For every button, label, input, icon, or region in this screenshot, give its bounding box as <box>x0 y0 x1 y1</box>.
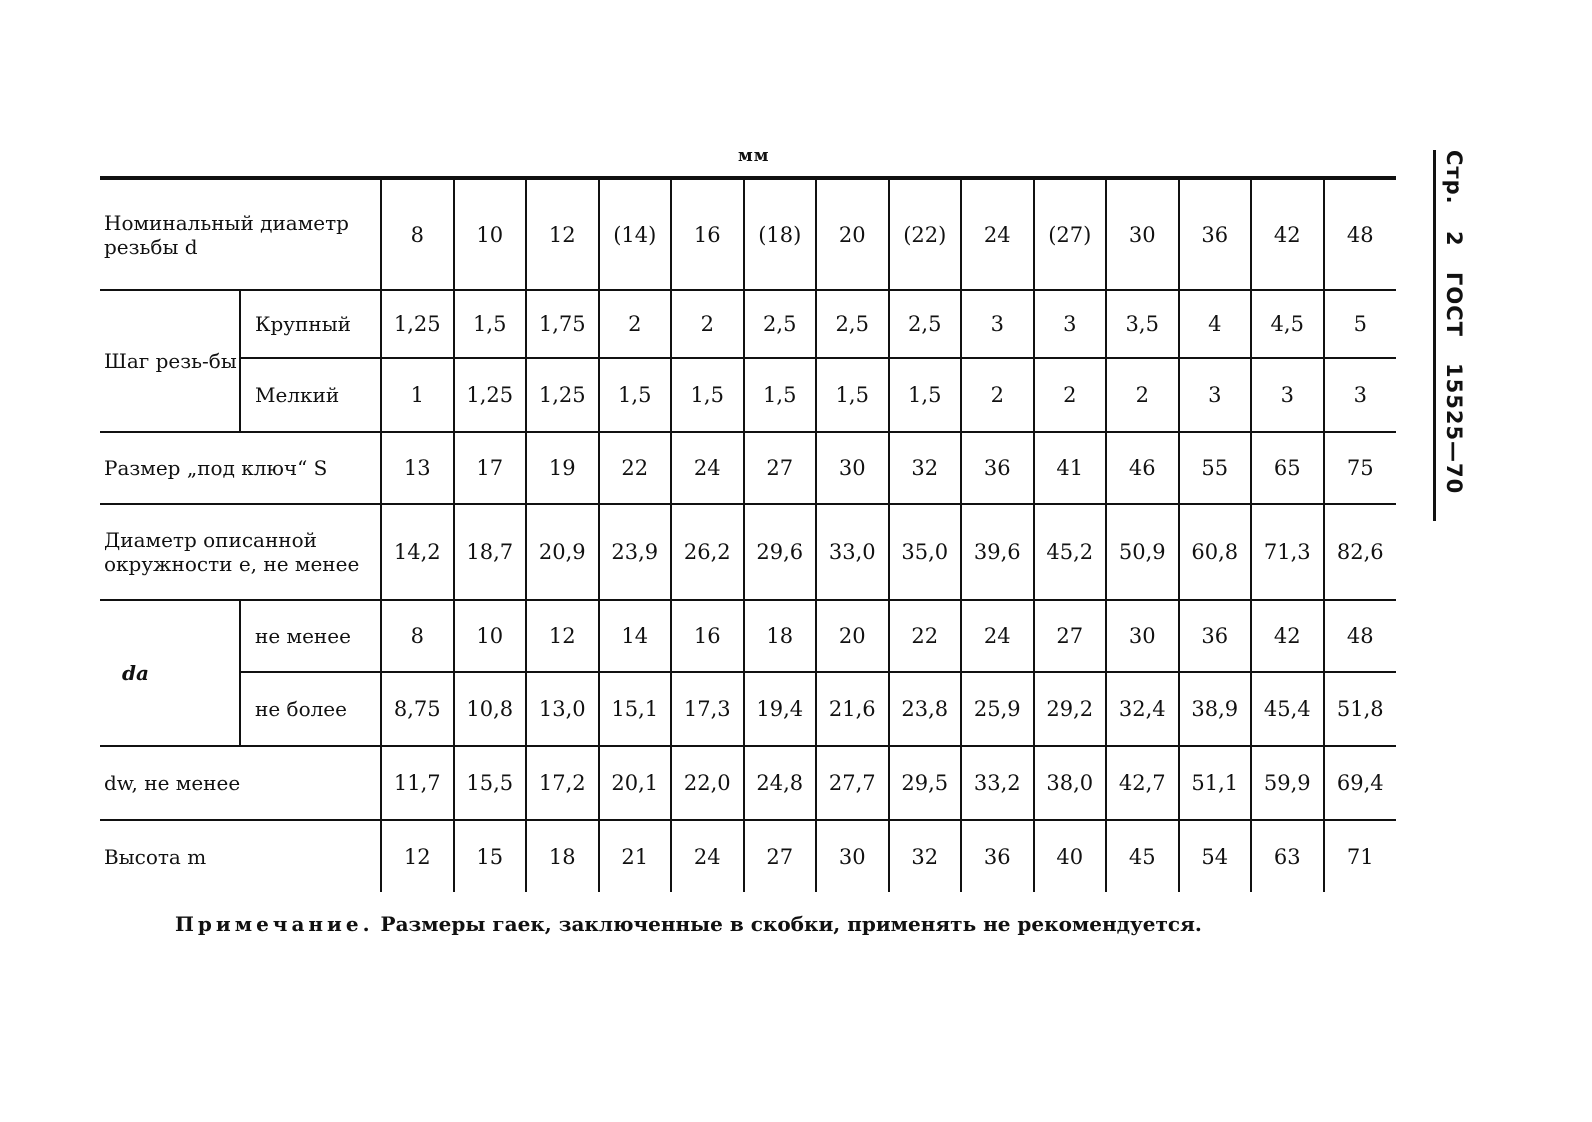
table-cell: 55 <box>1179 432 1252 504</box>
table-cell: 4 <box>1179 290 1252 358</box>
table-cell: 48 <box>1324 600 1397 672</box>
table-cell: 36 <box>961 820 1034 892</box>
table-cell: 3 <box>1324 358 1397 432</box>
table-cell: 60,8 <box>1179 504 1252 600</box>
table-cell: 27 <box>744 820 817 892</box>
table-cell: 50,9 <box>1106 504 1179 600</box>
table-cell: 45 <box>1106 820 1179 892</box>
table-row-dw <box>100 746 1396 820</box>
table-cell: 2 <box>599 290 672 358</box>
table-cell: 15,5 <box>454 746 527 820</box>
table-cell: 24 <box>961 178 1034 290</box>
table-cell: 18 <box>526 820 599 892</box>
table-cell: (27) <box>1034 178 1107 290</box>
table-row-fine <box>100 358 1396 432</box>
table-cell: 2 <box>1034 358 1107 432</box>
table-cell: 48 <box>1324 178 1397 290</box>
table-cell: 10 <box>454 600 527 672</box>
table-cell: 24 <box>961 600 1034 672</box>
table-cell: 1 <box>381 358 454 432</box>
table-cell: 33,2 <box>961 746 1034 820</box>
table-cell: 27 <box>744 432 817 504</box>
row-label: dw, не менее <box>100 746 381 820</box>
table-cell: 38,0 <box>1034 746 1107 820</box>
table-cell: 63 <box>1251 820 1324 892</box>
row-sublabel: не более <box>240 672 381 746</box>
table-cell: 10 <box>454 178 527 290</box>
table-cell: 17,2 <box>526 746 599 820</box>
row-label: Размер „под ключ“ S <box>100 432 381 504</box>
table-cell: 42 <box>1251 178 1324 290</box>
table-cell: 33,0 <box>816 504 889 600</box>
table-cell: 29,6 <box>744 504 817 600</box>
table-cell: 71,3 <box>1251 504 1324 600</box>
row-group-label: Шаг резь-бы <box>100 290 240 432</box>
table-cell: 16 <box>671 600 744 672</box>
table-cell: 32,4 <box>1106 672 1179 746</box>
table-cell: 8 <box>381 600 454 672</box>
table-cell: 20 <box>816 600 889 672</box>
note-text: Размеры гаек, заключенные в скобки, применять не рекомендуется. <box>380 912 1202 936</box>
table-cell: 27,7 <box>816 746 889 820</box>
table-row-damin <box>100 600 1396 672</box>
table-cell: 21,6 <box>816 672 889 746</box>
table-cell: 1,5 <box>744 358 817 432</box>
table-cell: 14 <box>599 600 672 672</box>
table-cell: 18,7 <box>454 504 527 600</box>
table-cell: 23,9 <box>599 504 672 600</box>
row-sublabel: Мелкий <box>240 358 381 432</box>
table-cell: 16 <box>671 178 744 290</box>
table-cell: 41 <box>1034 432 1107 504</box>
table-cell: 39,6 <box>961 504 1034 600</box>
table-row-coarse <box>100 290 1396 358</box>
table-cell: 13,0 <box>526 672 599 746</box>
table-cell: 25,9 <box>961 672 1034 746</box>
note-heading: Примечание. <box>175 912 374 936</box>
table-cell: 69,4 <box>1324 746 1397 820</box>
table-cell: 75 <box>1324 432 1397 504</box>
table-cell: 46 <box>1106 432 1179 504</box>
table-cell: 17 <box>454 432 527 504</box>
table-cell: 18 <box>744 600 817 672</box>
table-cell: 42,7 <box>1106 746 1179 820</box>
table-cell: 22 <box>599 432 672 504</box>
table-cell: 3 <box>1251 358 1324 432</box>
table-cell: 15,1 <box>599 672 672 746</box>
table-cell: 23,8 <box>889 672 962 746</box>
table-cell: 3 <box>1034 290 1107 358</box>
table-cell: 36 <box>1179 600 1252 672</box>
table-cell: 4,5 <box>1251 290 1324 358</box>
table-cell: 10,8 <box>454 672 527 746</box>
table-cell: 36 <box>1179 178 1252 290</box>
table-cell: 2 <box>961 358 1034 432</box>
table-cell: 42 <box>1251 600 1324 672</box>
table-cell: 22 <box>889 600 962 672</box>
table-cell: 2,5 <box>889 290 962 358</box>
row-sublabel: Крупный <box>240 290 381 358</box>
table-cell: 24,8 <box>744 746 817 820</box>
table-cell: 19,4 <box>744 672 817 746</box>
table-cell: 15 <box>454 820 527 892</box>
table-cell: 30 <box>1106 600 1179 672</box>
table-cell: 14,2 <box>381 504 454 600</box>
table-cell: 1,5 <box>816 358 889 432</box>
table-cell: 24 <box>671 820 744 892</box>
table-cell: 12 <box>526 178 599 290</box>
table-cell: (18) <box>744 178 817 290</box>
row-label: Высота m <box>100 820 381 892</box>
table-cell: 32 <box>889 820 962 892</box>
table-cell: 1,5 <box>671 358 744 432</box>
table-cell: 1,75 <box>526 290 599 358</box>
table-cell: 45,2 <box>1034 504 1107 600</box>
table-row-height <box>100 820 1396 892</box>
table-cell: 20 <box>816 178 889 290</box>
table-cell: 45,4 <box>1251 672 1324 746</box>
table-cell: 30 <box>816 432 889 504</box>
table-cell: 51,1 <box>1179 746 1252 820</box>
table-cell: 2 <box>1106 358 1179 432</box>
table-cell: 1,25 <box>454 358 527 432</box>
table-cell: 2 <box>671 290 744 358</box>
table-cell: 82,6 <box>1324 504 1397 600</box>
table-cell: 26,2 <box>671 504 744 600</box>
table-cell: 40 <box>1034 820 1107 892</box>
table-cell: 3 <box>961 290 1034 358</box>
table-row-nominal <box>100 178 1396 290</box>
table-cell: 2,5 <box>816 290 889 358</box>
table-cell: 8 <box>381 178 454 290</box>
table-cell: 1,25 <box>526 358 599 432</box>
table-cell: (22) <box>889 178 962 290</box>
table-cell: 24 <box>671 432 744 504</box>
table-cell: 20,9 <box>526 504 599 600</box>
table-cell: 32 <box>889 432 962 504</box>
table-row-wrench <box>100 432 1396 504</box>
table-cell: 17,3 <box>671 672 744 746</box>
table-cell: 30 <box>816 820 889 892</box>
table-cell: 59,9 <box>1251 746 1324 820</box>
table-cell: (14) <box>599 178 672 290</box>
table-cell: 36 <box>961 432 1034 504</box>
table-cell: 1,5 <box>889 358 962 432</box>
table-cell: 11,7 <box>381 746 454 820</box>
table-cell: 8,75 <box>381 672 454 746</box>
table-cell: 30 <box>1106 178 1179 290</box>
table-cell: 13 <box>381 432 454 504</box>
table-note <box>175 912 1202 936</box>
table-cell: 29,2 <box>1034 672 1107 746</box>
table-cell: 29,5 <box>889 746 962 820</box>
table-cell: 19 <box>526 432 599 504</box>
table-cell: 5 <box>1324 290 1397 358</box>
row-label: Номинальный диаметр резьбы d <box>100 178 381 290</box>
row-sublabel: не менее <box>240 600 381 672</box>
row-group-label: da <box>100 600 240 746</box>
table-cell: 21 <box>599 820 672 892</box>
table-cell: 1,25 <box>381 290 454 358</box>
unit-label: мм <box>738 146 770 166</box>
table-cell: 1,5 <box>599 358 672 432</box>
table-cell: 54 <box>1179 820 1252 892</box>
table-cell: 12 <box>381 820 454 892</box>
table-row-circum <box>100 504 1396 600</box>
page-side-label: Стр.2ГОСТ15525—70 <box>1433 150 1466 521</box>
table-cell: 20,1 <box>599 746 672 820</box>
table-cell: 65 <box>1251 432 1324 504</box>
table-cell: 2,5 <box>744 290 817 358</box>
table-cell: 38,9 <box>1179 672 1252 746</box>
table-cell: 3 <box>1179 358 1252 432</box>
table-cell: 51,8 <box>1324 672 1397 746</box>
table-cell: 35,0 <box>889 504 962 600</box>
table-cell: 71 <box>1346 844 1374 869</box>
table-cell: 12 <box>526 600 599 672</box>
table-row-damax <box>100 672 1396 746</box>
table-cell: 1,5 <box>454 290 527 358</box>
table-cell: 22,0 <box>671 746 744 820</box>
table-cell: 27 <box>1034 600 1107 672</box>
row-label: Диаметр описанной окружности e, не менее <box>100 504 381 600</box>
dimensions-table <box>100 176 1396 892</box>
table-cell: 3,5 <box>1106 290 1179 358</box>
